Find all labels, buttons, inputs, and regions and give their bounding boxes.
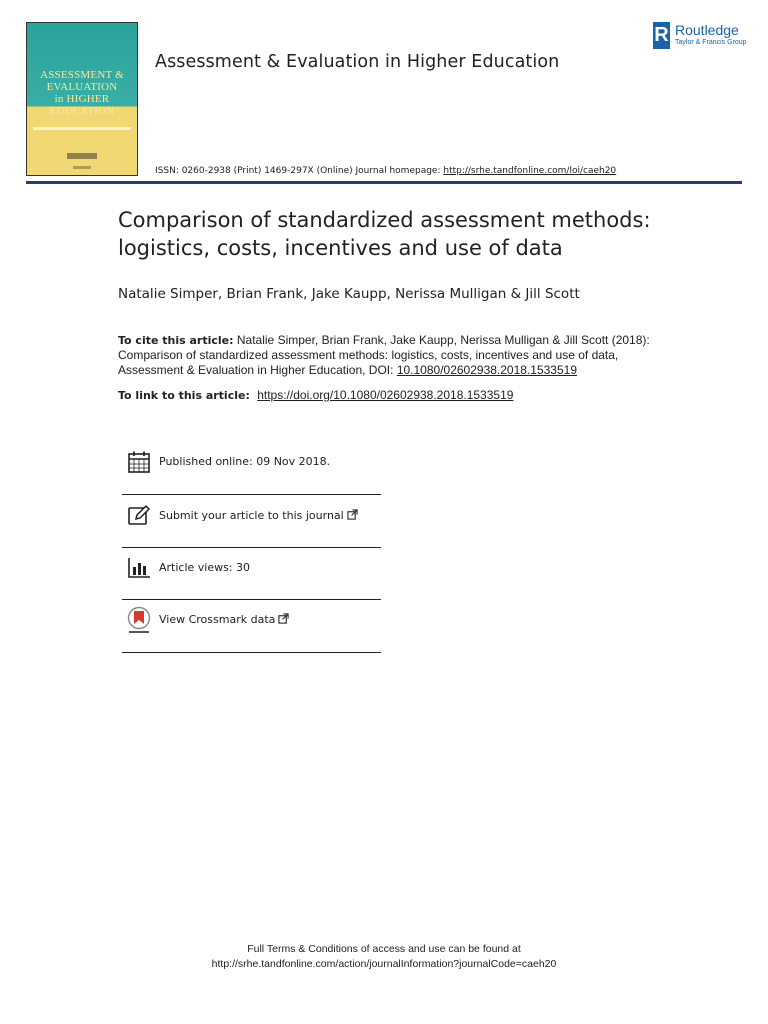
article-authors: Natalie Simper, Brian Frank, Jake Kaupp, Nerissa Mulligan & Jill Scott [118, 286, 580, 302]
cover-footer-mark [73, 166, 91, 169]
article-link-line [118, 388, 513, 402]
citation-label: To cite this article: [118, 334, 234, 347]
edit-icon [127, 504, 151, 528]
terms-footer [0, 942, 768, 972]
submit-article-link[interactable] [122, 504, 381, 534]
crossmark-label: View Crossmark data [159, 613, 276, 626]
cover-subtitle-bar [33, 127, 131, 130]
article-title: Comparison of standardized assessment methods: logistics, costs, incentives and use of data [118, 208, 651, 260]
cover-title [31, 69, 133, 117]
divider [122, 494, 381, 495]
bar-chart-icon [127, 556, 151, 580]
article-link-label: To link to this article: [118, 389, 250, 402]
external-link-icon [347, 509, 358, 520]
publisher-name: Routledge [675, 22, 739, 38]
issn-text: ISSN: 0260-2938 (Print) 1469-297X (Online) Journal homepage: [155, 166, 444, 176]
published-date: Published online: 09 Nov 2018. [159, 455, 331, 468]
issn-line [155, 166, 616, 176]
publisher-logo[interactable] [653, 22, 753, 52]
article-doi-link[interactable]: https://doi.org/10.1080/02602938.2018.1533519 [257, 388, 514, 402]
calendar-icon [127, 450, 151, 474]
routledge-r-icon: R [653, 22, 670, 49]
crossmark-icon [127, 606, 151, 636]
external-link-icon [278, 613, 289, 624]
cover-publisher-logo [67, 153, 97, 159]
submit-article-text [159, 509, 358, 522]
journal-homepage-link[interactable]: http://srhe.tandfonline.com/loi/caeh20 [443, 166, 617, 176]
divider [122, 652, 381, 653]
cover-title-line: EDUCATION [49, 105, 115, 117]
divider [122, 547, 381, 548]
submit-article-label: Submit your article to this journal [159, 509, 344, 522]
header-rule [26, 181, 742, 184]
cover-title-line: in HIGHER [54, 93, 110, 105]
published-row [122, 450, 381, 480]
crossmark-text [159, 613, 289, 626]
article-views: Article views: 30 [159, 561, 251, 574]
publisher-group: Taylor & Francis Group [675, 39, 747, 46]
terms-url[interactable]: http://srhe.tandfonline.com/action/journalInformation?journalCode=caeh20 [211, 958, 557, 970]
citation-doi-link[interactable]: 10.1080/02602938.2018.1533519 [396, 363, 577, 377]
journal-cover-thumbnail [26, 22, 138, 176]
citation-block [118, 333, 678, 378]
article-views-row [122, 556, 381, 586]
cover-title-line: ASSESSMENT & [40, 69, 124, 81]
divider [122, 599, 381, 600]
journal-name: Assessment & Evaluation in Higher Education [155, 52, 560, 72]
terms-line: Full Terms & Conditions of access and use can be found at [247, 943, 521, 955]
cover-title-line: EVALUATION [46, 81, 118, 93]
citation-text: Natalie Simper, Brian Frank, Jake Kaupp, Nerissa Mulligan & Jill Scott (2018): Comparison of standardized assessment methods: logistics, costs, incentives and use of data, Assessment & Evaluation in Higher Education, DOI: [118, 333, 650, 377]
crossmark-link[interactable] [122, 608, 381, 638]
